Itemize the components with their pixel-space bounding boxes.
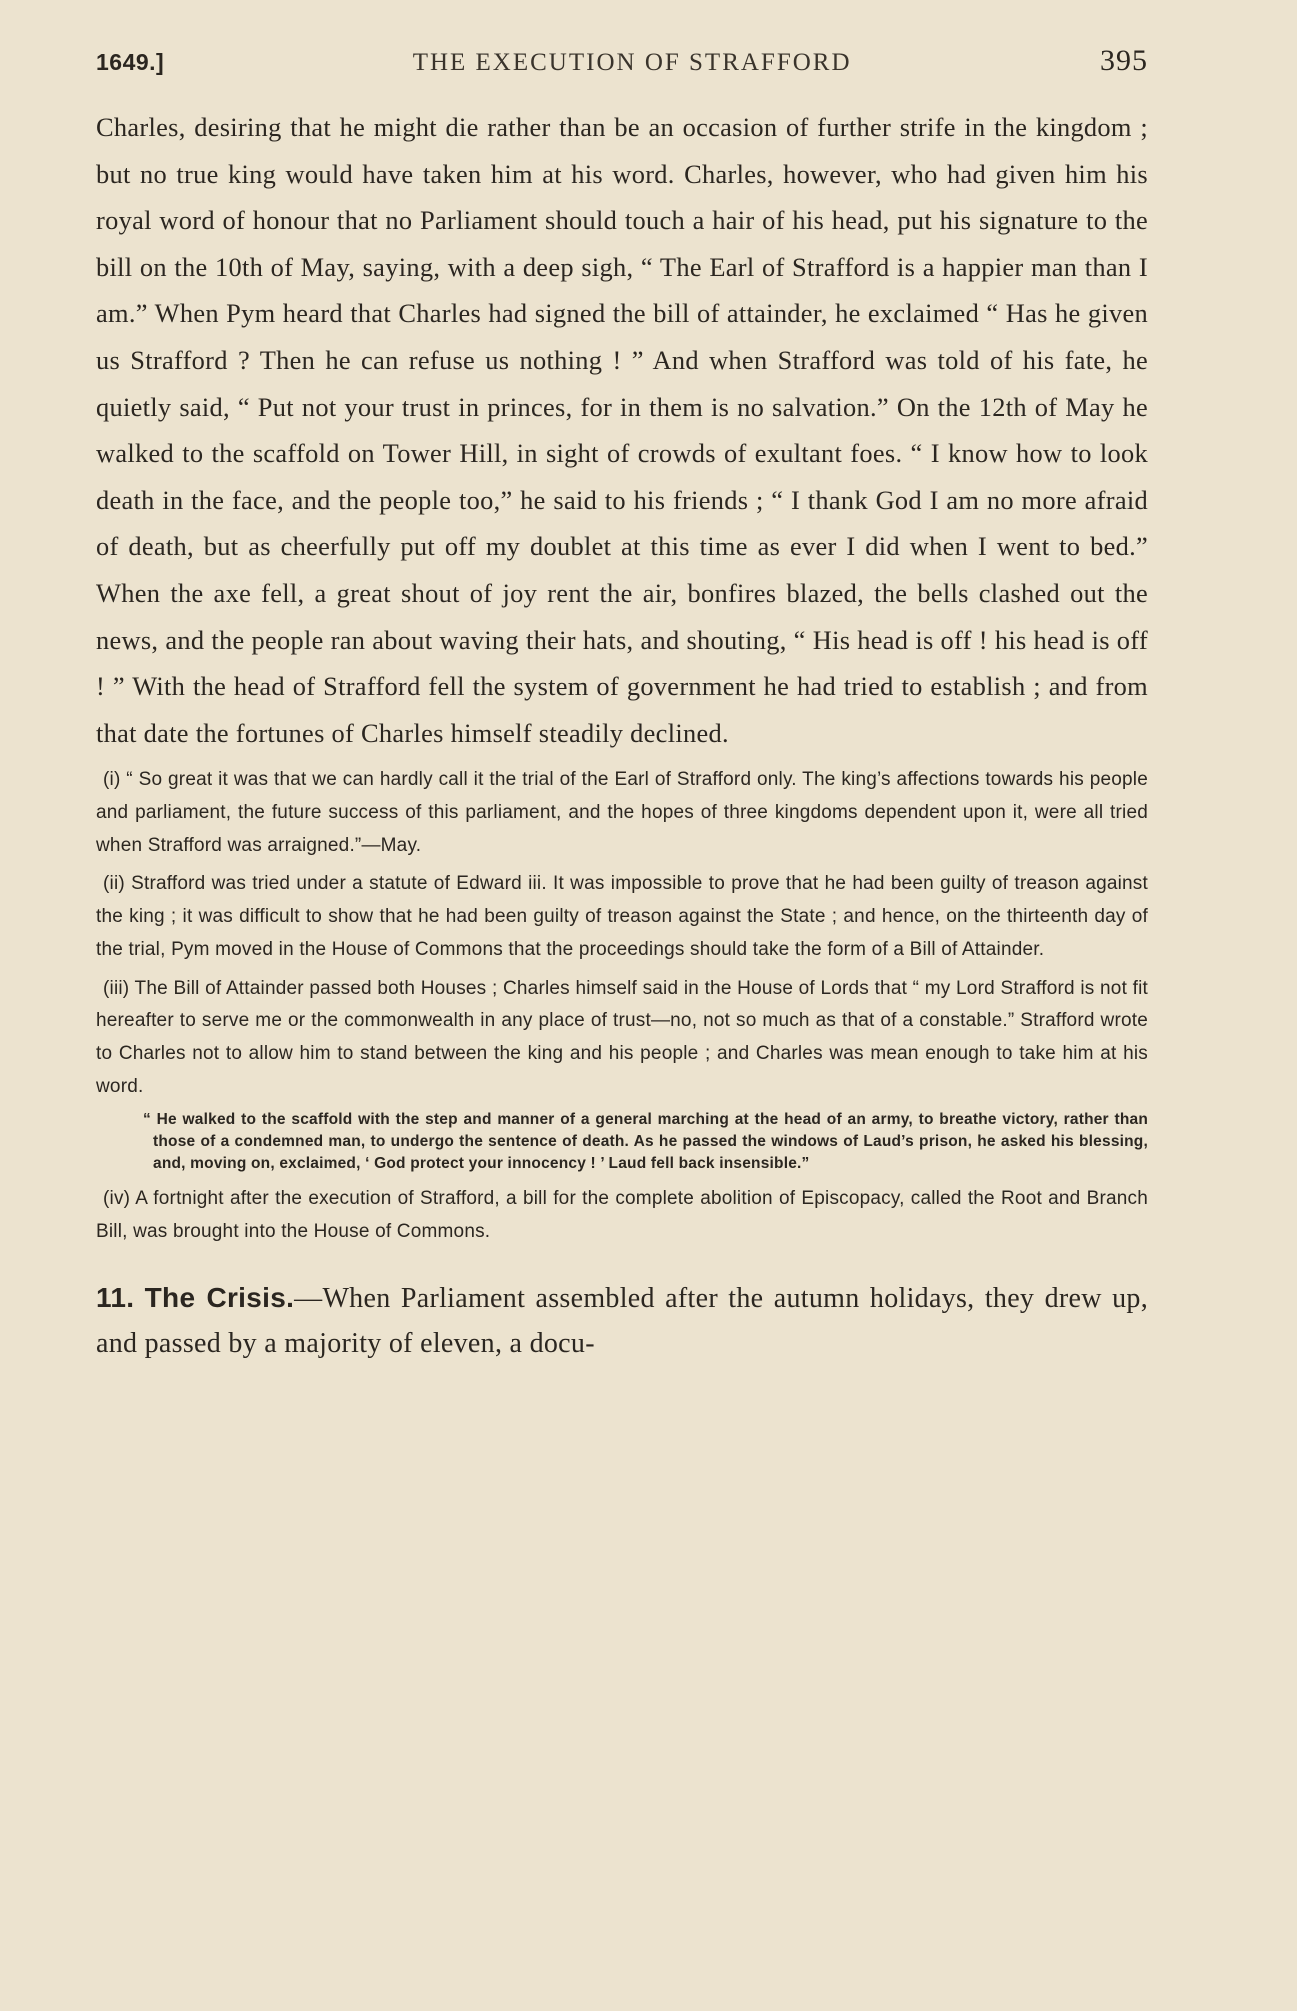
note-iii: (iii) The Bill of Attainder passed both Houses ; Charles himself said in the House of Lords that “ my Lord Strafford is not fit hereafter to serve me or the commonwealth in any place of trust—no, not so much as that of a constable.” Strafford wrote to Charles not to allow him to stand between the king and his people ; and Charles was mean enough to take him at his word. [96, 977, 1148, 1097]
header-year: 1649.] [96, 49, 165, 75]
running-head [96, 44, 1148, 84]
block-quote: “ He walked to the scaffold with the step and manner of a general marching at the head of an army, to breathe victory, rather than those of a condemned man, to undergo the sentence of death. As he passed the windows of Laud’s prison, he asked his blessing, and, moving on, exclaimed, ‘ God protect your innocency ! ’ Laud fell back insensible.” [143, 1111, 1148, 1173]
section-title: The Crisis. [144, 1281, 295, 1313]
note-i: (i) “ So great it was that we can hardly call it the trial of the Earl of Strafford only. The king’s affections towards his people and parliament, the future success of this parliament, and the hopes of three kingdoms dependent upon it, were all tried when Strafford was arraigned.”—May. [96, 769, 1148, 856]
page-number: 395 [1100, 44, 1148, 77]
section-11 [96, 1275, 1148, 1366]
note-ii: (ii) Strafford was tried under a statute of Edward iii. It was impossible to prove that he had been guilty of treason against the king ; it was difficult to show that he had been guilty of treason against the State ; and hence, on the thirteenth day of the trial, Pym moved in the House of Commons that the proceedings should take the form of a Bill of Attainder. [96, 873, 1148, 960]
note-iv: (iv) A fortnight after the execution of Strafford, a bill for the complete abolition of Episcopacy, called the Root and Branch Bill, was brought into the House of Commons. [96, 1188, 1148, 1243]
footnotes [96, 764, 1148, 1248]
section-number: 11. [96, 1281, 135, 1313]
header-title: THE EXECUTION OF STRAFFORD [412, 49, 852, 76]
section-text: —When Parliament assembled after the autumn holidays, they drew up, and passed by a majority of eleven, a docu- [96, 1282, 1148, 1359]
body-paragraph: Charles, desiring that he might die rather than be an occasion of further strife in the kingdom ; but no true king would have taken him at his word. Charles, however, who had given him his royal word of honour that no Parliament should touch a hair of his head, put his signature to the bill on the 10th of May, saying, with a deep sigh, “ The Earl of Strafford is a happier man than I am.” When Pym heard that Charles had signed the bill of attainder, he exclaimed “ Has he given us Strafford ? Then he can refuse us nothing ! ” And when Strafford was told of his fate, he quietly said, “ Put not your trust in princes, for in them is no salvation.” On the 12th of May he walked to the scaffold on Tower Hill, in sight of crowds of exultant foes. “ I know how to look death in the face, and the people too,” he said to his friends ; “ I thank God I am no more afraid of death, but as cheerfully put off my doublet at this time as ever I did when I went to bed.” When the axe fell, a great shout of joy rent the air, bonfires blazed, the bells clashed out the news, and the people ran about waving their hats, and shouting, “ His head is off ! his head is off ! ” With the head of Strafford fell the system of government he had tried to establish ; and from that date the fortunes of Charles himself steadily declined. [96, 112, 1148, 748]
book-page [96, 44, 1148, 1366]
